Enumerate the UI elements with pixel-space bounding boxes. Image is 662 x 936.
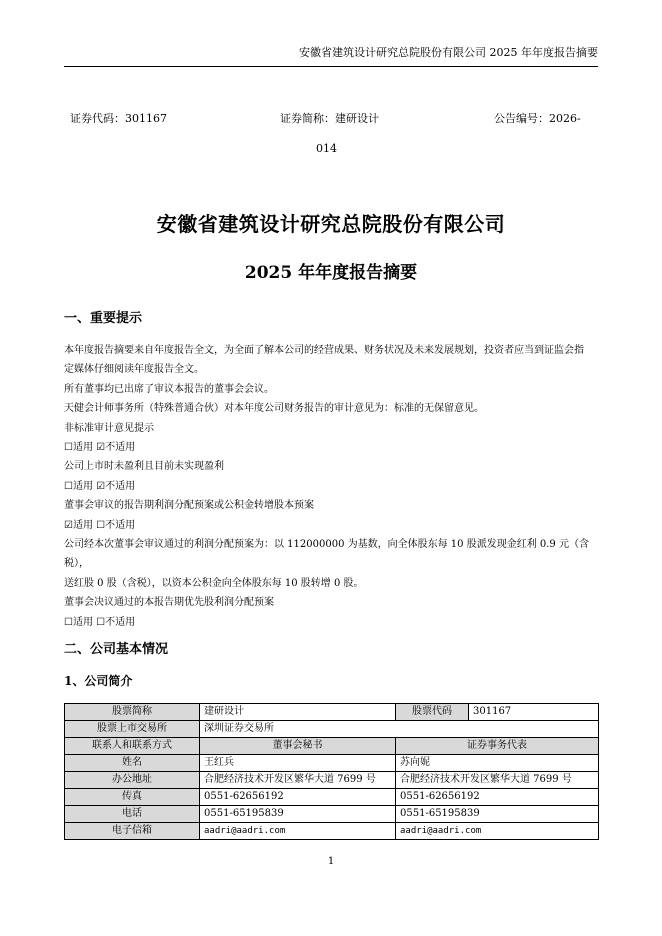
table-label: 姓名	[65, 755, 200, 772]
text-line: 公司经本次董事会审议通过的利润分配预案为：以 112000000 为基数，向全体股东每 10 股派发现金红利 0.9 元（含税），	[64, 539, 589, 570]
section-heading-important: 一、重要提示	[64, 311, 143, 326]
table-row	[65, 721, 599, 738]
table-label: 电子信箱	[65, 823, 200, 840]
table-label: 传真	[65, 789, 200, 806]
text-line: 送红股 0 股（含税），以资本公积金向全体股东每 10 股转增 0 股。	[64, 577, 364, 589]
table-cell: 0551-62656192	[200, 789, 396, 806]
table-row	[65, 755, 599, 772]
text-line: 本年度报告摘要来自年度报告全文，为全面了解本公司的经营成果、财务状况及未来发展规划，投资者应当到证监会指	[64, 345, 584, 356]
table-cell: 苏向妮	[396, 755, 599, 772]
text-line: 董事会决议通过的本报告期优先股利润分配预案	[64, 597, 274, 609]
table-cell: 合肥经济技术开发区繁华大道 7699 号	[396, 772, 599, 789]
table-row	[65, 772, 599, 789]
text-line: 董事会审议的报告期利润分配预案或公积金转增股本预案	[64, 500, 314, 512]
table-cell: 王红兵	[200, 755, 396, 772]
table-row	[65, 704, 599, 721]
table-cell: 301167	[469, 704, 599, 721]
email-link[interactable]: aadri@aadri.com	[200, 823, 396, 840]
text-line: 公司上市时未盈利且目前未实现盈利	[64, 461, 224, 473]
table-label: 股票代码	[396, 704, 469, 721]
important-notes	[64, 341, 598, 632]
table-row	[65, 806, 599, 823]
table-label: 证券事务代表	[396, 738, 599, 755]
checkbox-line: ☑适用 ☐不适用	[64, 519, 136, 531]
table-label: 办公地址	[65, 772, 200, 789]
table-row	[65, 823, 599, 840]
table-label: 电话	[65, 806, 200, 823]
text-line: 定媒体仔细阅读年度报告全文。	[64, 364, 204, 376]
table-cell: 0551-65195839	[200, 806, 396, 823]
checkbox-line: ☐适用 ☑不适用	[64, 442, 136, 454]
stock-short-name: 证券简称：建研设计	[280, 112, 379, 125]
table-row	[65, 789, 599, 806]
notice-number-continued: 014	[316, 142, 337, 155]
section-heading-basic-info: 二、公司基本情况	[64, 642, 169, 657]
company-info-table	[64, 703, 599, 840]
notice-number: 公告编号：2026-	[494, 112, 581, 125]
text-line: 非标准审计意见提示	[64, 422, 154, 434]
checkbox-line: ☐适用 ☑不适用	[64, 480, 136, 492]
report-title: 2025 年年度报告摘要	[244, 263, 418, 283]
text-line: 所有董事均已出席了审议本报告的董事会会议。	[64, 383, 274, 395]
table-cell: 建研设计	[200, 704, 396, 721]
checkbox-line: ☐适用 ☐不适用	[64, 616, 136, 628]
table-label: 股票上市交易所	[65, 721, 200, 738]
table-cell: 合肥经济技术开发区繁华大道 7699 号	[200, 772, 396, 789]
subsection-company-profile: 1、公司简介	[64, 674, 133, 688]
table-label: 董事会秘书	[200, 738, 396, 755]
table-cell: 0551-62656192	[396, 789, 599, 806]
table-cell: 深圳证券交易所	[200, 721, 599, 738]
text-line: 天健会计师事务所（特殊普通合伙）对本年度公司财务报告的审计意见为：标准的无保留意见。	[64, 403, 484, 415]
table-label: 联系人和联系方式	[65, 738, 200, 755]
stock-code: 证券代码：301167	[70, 112, 167, 125]
page-number: 1	[327, 856, 335, 867]
table-row	[65, 738, 599, 755]
company-title: 安徽省建筑设计研究总院股份有限公司	[156, 212, 506, 236]
email-link[interactable]: aadri@aadri.com	[396, 823, 599, 840]
table-cell: 0551-65195839	[396, 806, 599, 823]
table-label: 股票简称	[65, 704, 200, 721]
page-header: 安徽省建筑设计研究总院股份有限公司 2025 年年度报告摘要	[64, 44, 598, 67]
